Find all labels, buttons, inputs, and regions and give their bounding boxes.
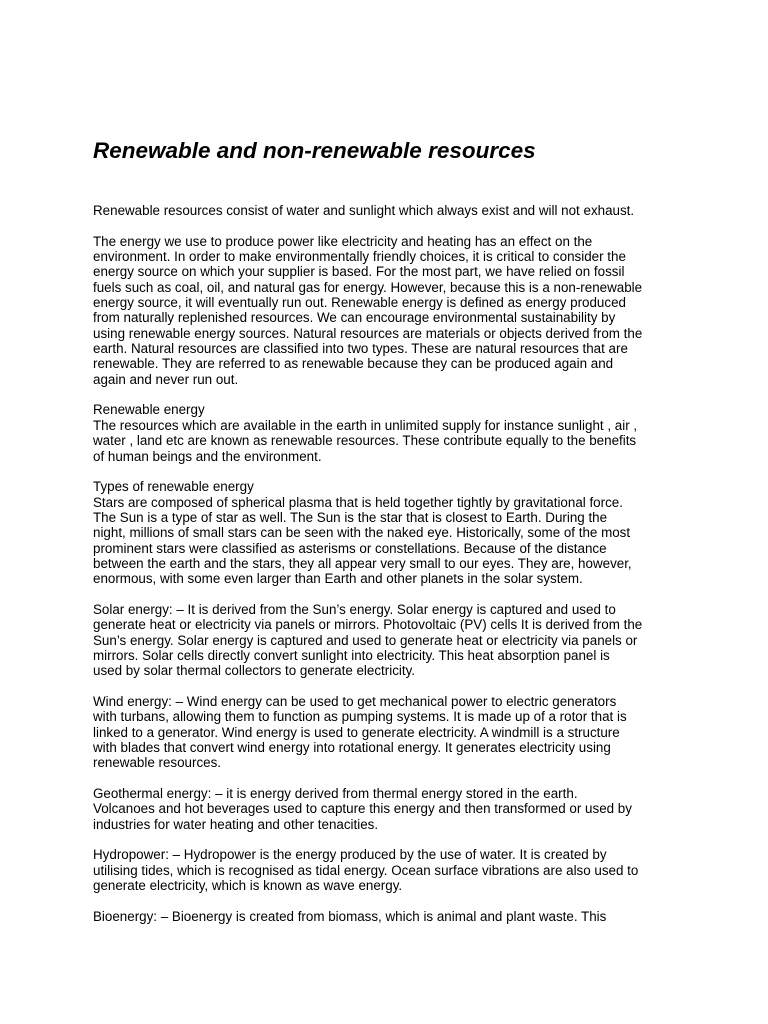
document-body (93, 203, 678, 940)
text-line: utilising tides, which is recognised as tidal energy. Ocean surface vibrations are also used to (93, 862, 639, 878)
text-line: Solar energy: – It is derived from the Sun’s energy. Solar energy is captured and used to (93, 601, 616, 617)
paragraph (93, 847, 678, 893)
paragraph (93, 203, 678, 218)
text-line: with turbans, allowing them to function as pumping systems. It is made up of a rotor that is (93, 709, 627, 725)
text-line: used by solar thermal collectors to generate electricity. (93, 663, 416, 679)
text-line: Volcanoes and hot beverages used to capture this energy and then transformed or used by (93, 801, 632, 817)
text-line: from naturally replenished resources. We can encourage environmental sustainability by (93, 310, 616, 326)
text-line: renewable resources. (93, 755, 222, 771)
text-line: energy source, it will eventually run out. Renewable energy is defined as energy produced (93, 295, 626, 311)
text-line: mirrors. Solar cells directly convert sunlight into electricity. This heat absorption panel is (93, 647, 610, 663)
text-line: fuels such as coal, oil, and natural gas for energy. However, because this is a non-renewable (93, 279, 643, 295)
text-line: generate heat or electricity via panels or mirrors. Photovoltaic (PV) cells It is derived from the (93, 617, 643, 633)
text-line: Renewable energy (93, 402, 205, 418)
text-line: Wind energy: – Wind energy can be used to get mechanical power to electric generators (93, 694, 617, 709)
text-line: Geothermal energy: – it is energy derived from thermal energy stored in the earth. (93, 786, 578, 802)
text-line: earth. Natural resources are classified into two types. These are natural resources that are (93, 341, 628, 357)
text-line: environment. In order to make environmentally friendly choices, it is critical to consider the (93, 249, 626, 265)
document-title: Renewable and non-renewable resources (93, 138, 536, 163)
text-line: Sun’s energy. Solar energy is captured and used to generate heat or electricity via panels or (93, 632, 638, 648)
paragraph (93, 694, 678, 771)
text-line: Renewable resources consist of water and sunlight which always exist and will not exhaust. (93, 203, 635, 218)
paragraph (93, 602, 678, 679)
text-line: prominent stars were classified as asterisms or constellations. Because of the distance (93, 540, 607, 556)
text-line: Hydropower: – Hydropower is the energy produced by the use of water. It is created by (93, 847, 607, 863)
text-line: Stars are composed of spherical plasma that is held together tightly by gravitational force. (93, 494, 623, 510)
text-line: industries for water heating and other tenacities. (93, 816, 379, 832)
text-line: The energy we use to produce power like electricity and heating has an effect on the (93, 233, 593, 249)
paragraph (93, 402, 678, 463)
text-line: Types of renewable energy (93, 479, 254, 495)
text-line: of human beings and the environment. (93, 448, 322, 464)
paragraph (93, 234, 678, 387)
paragraph (93, 479, 678, 586)
paragraph (93, 909, 678, 924)
text-line: linked to a generator. Wind energy is used to generate electricity. A windmill is a structure (93, 724, 620, 740)
text-line: water , land etc are known as renewable resources. These contribute equally to the benefits (93, 433, 637, 449)
text-line: between the earth and the stars, they all appear very small to our eyes. They are, however, (93, 555, 632, 571)
text-line: The resources which are available in the earth in unlimited supply for instance sunlight , air , (93, 417, 638, 433)
text-line: energy source on which your supplier is based. For the most part, we have relied on fossil (93, 264, 625, 280)
text-line: with blades that convert wind energy into rotational energy. It generates electricity using (93, 740, 611, 756)
text-line: enormous, with some even larger than Earth and other planets in the solar system. (93, 571, 583, 587)
text-line: using renewable energy sources. Natural resources are materials or objects derived from the (93, 325, 643, 341)
text-line: Bioenergy: – Bioenergy is created from biomass, which is animal and plant waste. This (93, 908, 607, 924)
paragraph (93, 786, 678, 832)
text-line: renewable. They are referred to as renewable because they can be produced again and (93, 356, 614, 372)
text-line: again and never run out. (93, 371, 239, 387)
text-line: night, millions of small stars can be seen with the naked eye. Historically, some of the most (93, 525, 631, 541)
text-line: generate electricity, which is known as wave energy. (93, 878, 403, 894)
text-line: The Sun is a type of star as well. The Sun is the star that is closest to Earth. During the (93, 509, 608, 525)
